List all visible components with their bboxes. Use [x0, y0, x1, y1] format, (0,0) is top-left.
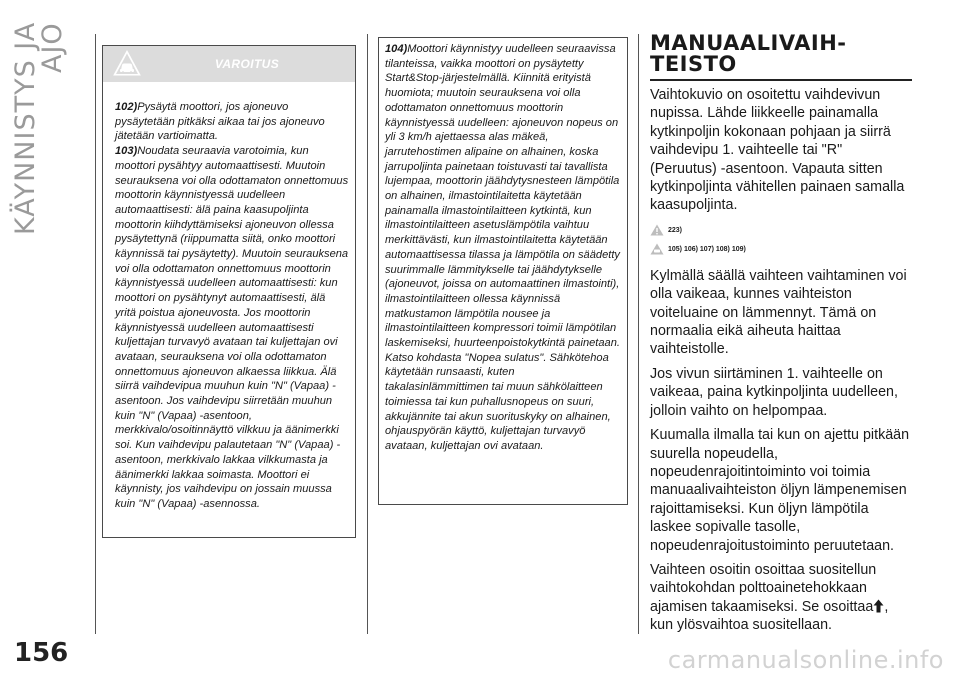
warning-body	[103, 82, 355, 512]
warning-triangle-icon	[650, 224, 664, 236]
warning-title: VAROITUS	[214, 57, 280, 71]
item-text: Noudata seuraavia varotoimia, kun moottori pysähtyy automaattisesti. Muutoin seurauksena voi olla odottamaton onnettomuus moottorin käynnistyessä uudelleen automaattisesti: älä paina kaasupoljinta moottorin kiihdyttämiseksi ajoneuvon ollessa pysäytettynä (riippumatta siitä, onko moottori käynnissä tai pysäytetty). Muutoin seurauksena voi olla odottamaton onnettomuus moottorin käynnistyessä uudelleen automaattisesti: kun moottori on pysähtynyt automaattisesti, älä yritä poistua ajoneuvosta. Jos moottorin käynnistyessä uudelleen automaattisesti kuljettajan turvavyö avataan tai kuljettajan ovi avataan, seurauksena voi olla odottamaton onnettomuus ajoneuvon alkaessa liikkua. Älä siirrä vaihdevipua muuhun kuin "N" (Vapaa) -asentoon. Jos vaihdevipu siirretään muuhun kuin "N" (Vapaa) -asentoon, merkkivalo/osoitinnäyttö vilkkuu ja äänimerkki soi. Kun vaihdevipu palautetaan "N" (Vapaa) -asentoon, merkkivalo lakkaa vilkkumasta ja äänimerkki lakkaa soimasta. Moottori ei käynnisty, jos vaihdevipu on jossain muussa kuin "N" (Vapaa) -asennossa.	[115, 145, 349, 510]
item-text: Moottori käynnistyy uudelleen seuraavissa tilanteissa, vaikka moottori on pysäytetty Start&Stop-järjestelmällä. Kiinnitä erityistä huomiota; muutoin seurauksena voi olla odottamaton onnettomuus moottorin käynnistyessä uudelleen: ajoneuvon nopeus on yli 3 km/h ajettaessa alas mäkeä, jarrutehostimen alipaine on alhainen, koska jarrupoljinta painetaan toistuvasti tai tavallista lujempaa, moottorin jäähdytysnesteen lämpötila on alhainen, ilmastointilaitetta käytetään painamalla ilmastointilaitteen kytkintä, kun ilmastointilaitteen asetuslämpötila vaihtuu merkittävästi, kun ilmastointilaitetta käytetään automaattisessa tilassa ja lämpötila on säädetty suurimmalle lämmitykselle tai jäähdytykselle (ajoneuvot, joissa on automaattinen ilmastointi), ilmastointilaitteen ollessa käynnissä matkustamon lämpötila nousee ja ilmastointilaitteen kompressori toimii lämpötilan laskemiseksi, huurteenpoistokytkintä painetaan. Katso kohdasta "Nopea sulatus". Sähkötehoa käytetään runsaasti, kuten takalasinlämmittimen tai muun sähkölaitteen toimiessa tai kun puhallusnopeus on suuri, akkujännite tai akun suorituskyky on alhainen, ohjauspyörän käyttö, kuljettajan turvavyö avataan, kuljettajan ovi avataan.	[385, 43, 620, 452]
paragraph: Jos vivun siirtäminen 1. vaihteelle on vaikeaa, paina kytkinpoljinta uudelleen, jolloin vaihto on helpompaa.	[650, 365, 898, 419]
warning-box	[102, 45, 356, 538]
paragraph: Kuumalla ilmalla tai kun on ajettu pitkään suurella nopeudella, nopeudenrajoitintoiminto voi toimia manuaalivaihteiston öljyn lämpenemisen rajoittamiseksi. Kun öljyn lämpötila laskee sopivalle tasolle, nopeudenrajoitustoiminto peruutetaan.	[650, 427, 910, 554]
reference-line	[650, 240, 912, 259]
warning-header	[103, 46, 355, 82]
item-number: 103)	[115, 145, 138, 158]
paragraph: Vaihteen osoitin osoittaa suositellun vaihtokohdan polttoainetehokkaan ajamisen takaamiseksi. Se osoittaa , kun ylösvaihtoa suositellaan.	[650, 561, 889, 634]
paragraph: Vaihtokuvio on osoitettu vaihdevivun nupissa. Lähde liikkeelle painamalla kytkinpoljin kokonaan pohjaan ja siirrä vaihdevipu 1. vaihteelle tai "R" (Peruutus) -asentoon. Vapauta sitten kytkinpoljinta vähitellen painaen samalla kaasupoljinta.	[650, 87, 905, 214]
column-divider	[367, 34, 368, 634]
warning-item	[385, 42, 621, 454]
item-text: Pysäytä moottori, jos ajoneuvo pysäytetään pitkäksi aikaa tai jos ajoneuvo jätetään vartioimatta.	[115, 101, 325, 143]
column-divider	[95, 34, 96, 634]
item-number: 102)	[115, 101, 138, 113]
manual-transmission-section	[650, 33, 912, 641]
watermark: carmanualsonline.info	[667, 646, 944, 674]
column-divider	[638, 34, 639, 634]
section-heading: MANUAALIVAIH- TEISTO	[650, 33, 912, 81]
car-warning-icon	[650, 243, 664, 255]
paragraph: Kylmällä säällä vaihteen vaihtaminen voi olla vaikeaa, kunnes vaihteiston voiteluaine on lämmennyt. Tämä on normaalia eikä aiheuta haittaa vaihteistolle.	[650, 267, 907, 358]
warning-item	[115, 100, 349, 144]
page-number: 156	[14, 638, 69, 668]
reference-line	[650, 221, 912, 240]
reference-numbers: 223)	[668, 226, 683, 234]
up-arrow-icon	[873, 599, 884, 613]
reference-numbers: 105) 106) 107) 108) 109)	[668, 245, 746, 253]
chapter-title: KÄYNNISTYS JA AJO	[10, 22, 68, 236]
warning-item	[115, 144, 349, 512]
warning-continuation-box	[378, 37, 628, 505]
item-number: 104)	[385, 43, 408, 55]
